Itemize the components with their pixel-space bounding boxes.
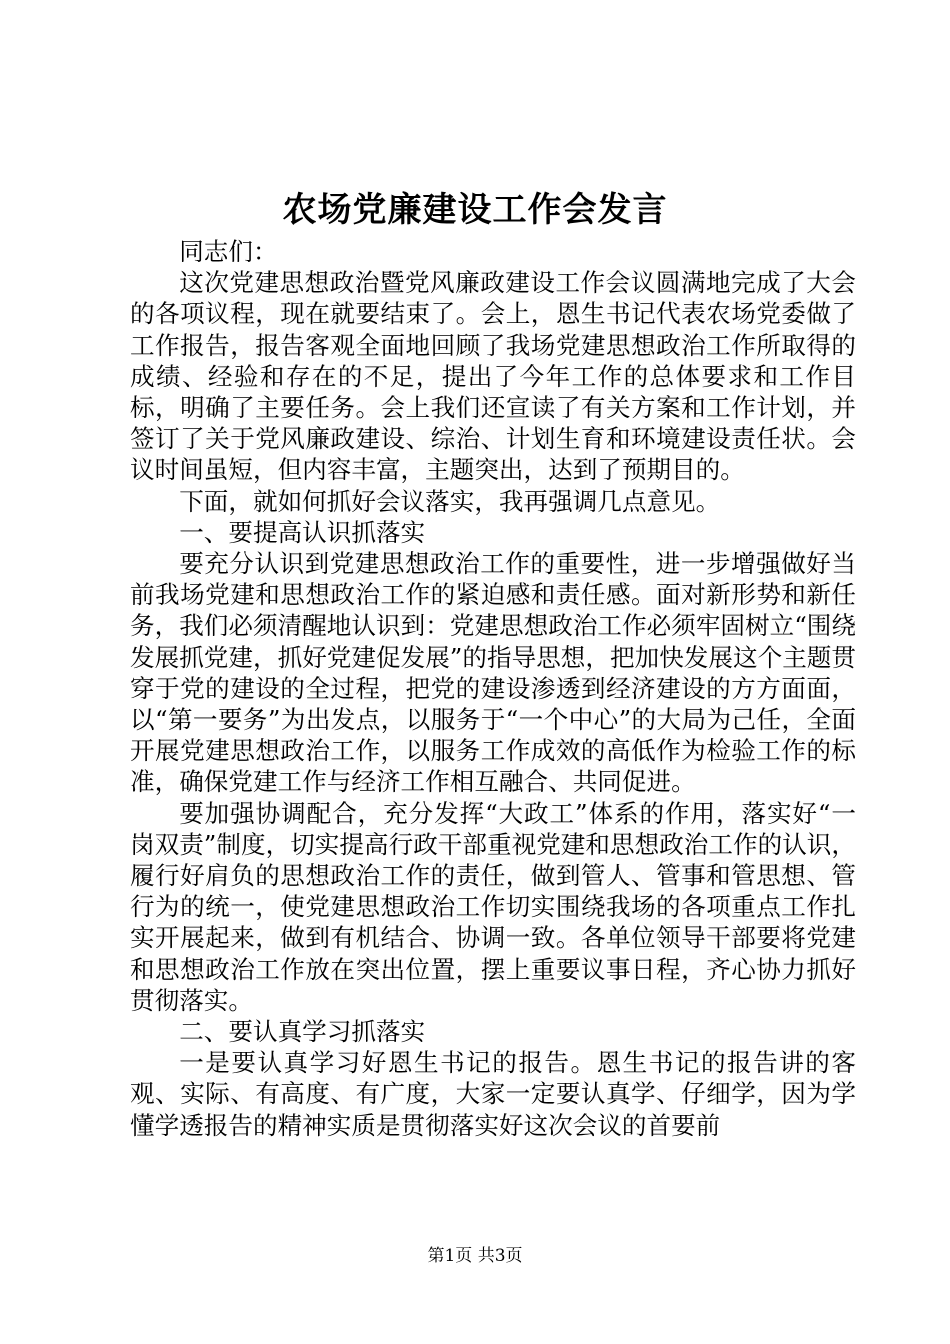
paragraph: 要充分认识到党建思想政治工作的重要性，进一步增强做好当前我场党建和思想政治工作的紧迫感和责任感。面对新形势和新任务，我们必须清醒地认识到：党建思想政治工作必须牢固树立“围绕发展抓党建，抓好党建促发展”的指导思想，把加快发展这个主题贯穿于党的建设的全过程，把党的建设渗透到经济建设的方方面面，以“第一要务”为出发点，以服务于“一个中心”的大局为己任，全面开展党建思想政治工作，以服务工作成效的高低作为检验工作的标准，确保党建工作与经济工作相互融合、共同促进。 <box>130 549 856 797</box>
salutation: 同志们： <box>179 237 278 266</box>
paragraph: 一是要认真学习好恩生书记的报告。恩生书记的报告讲的客观、实际、有高度、有广度，大家一定要认真学、仔细学，因为学懂学透报告的精神实质是贯彻落实好这次会议的首要前 <box>130 1048 856 1140</box>
section-heading: 一、要提高认识抓落实 <box>179 517 426 547</box>
document-body <box>130 236 856 1141</box>
paragraph: 要加强协调配合，充分发挥“大政工”体系的作用，落实好“一岗双责”制度，切实提高行政干部重视党建和思想政治工作的认识，履行好肩负的思想政治工作的责任，做到管人、管事和管思想、管行为的统一，使党建思想政治工作切实围绕我场的各项重点工作扎实开展起来，做到有机结合、协调一致。各单位领导干部要将党建和思想政治工作放在突出位置，摆上重要议事日程，齐心协力抓好贯彻落实。 <box>130 798 856 1015</box>
paragraph: 下面，就如何抓好会议落实，我再强调几点意见。 <box>179 486 721 516</box>
page-footer: 第1页 共3页 <box>427 1246 523 1266</box>
document-title: 农场党廉建设工作会发言 <box>282 190 668 230</box>
section-heading: 二、要认真学习抓落实 <box>179 1017 426 1047</box>
paragraph: 这次党建思想政治暨党风廉政建设工作会议圆满地完成了大会的各项议程，现在就要结束了。会上，恩生书记代表农场党委做了工作报告，报告客观全面地回顾了我场党建思想政治工作所取得的成绩、经验和存在的不足，提出了今年工作的总体要求和工作目标，明确了主要任务。会上我们还宣读了有关方案和工作计划，并签订了关于党风廉政建设、综治、计划生育和环境建设责任状。会议时间虽短，但内容丰富，主题突出，达到了预期目的。 <box>130 268 856 485</box>
